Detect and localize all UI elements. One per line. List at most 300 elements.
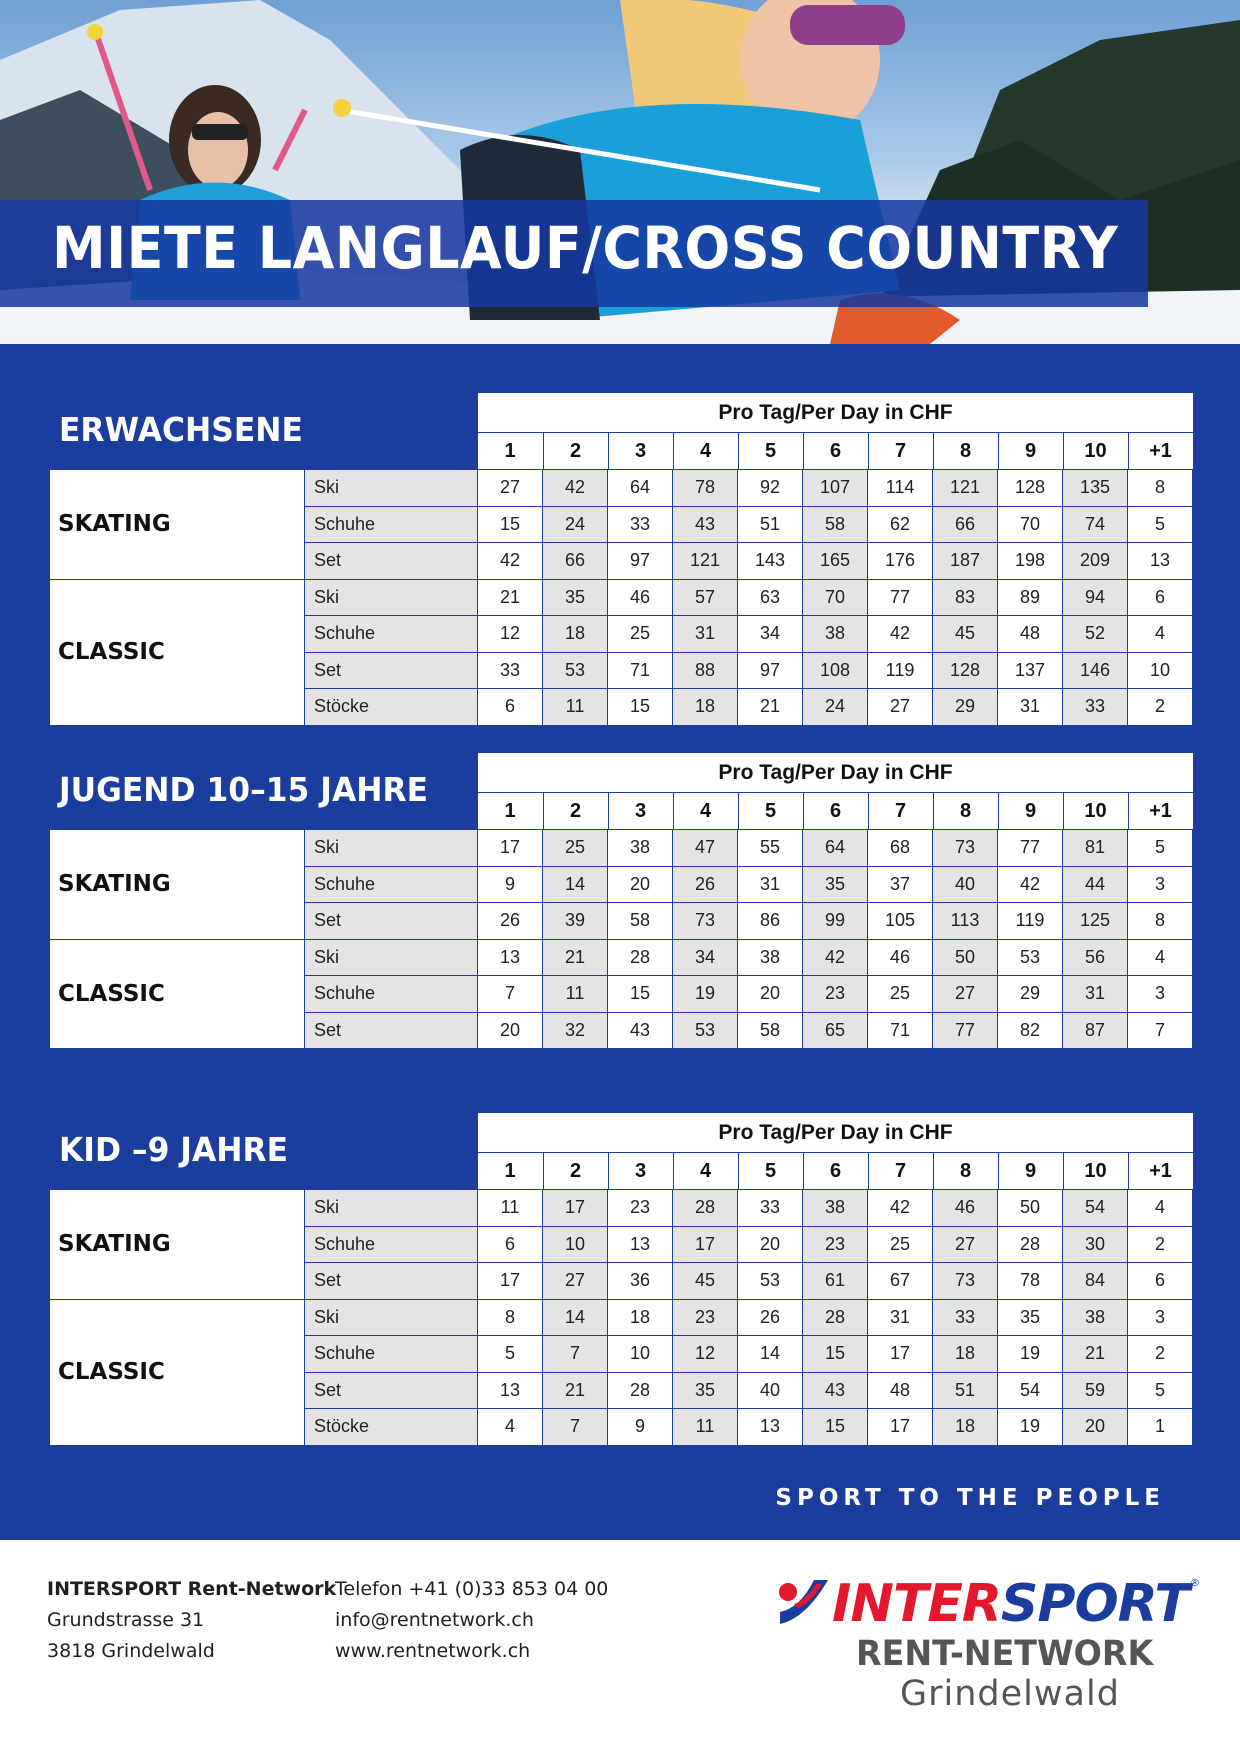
price-cell: 50 [998,1190,1062,1226]
item-label: Schuhe [305,1336,477,1372]
price-cell: 137 [998,653,1062,689]
group-label: SKATING [50,830,304,939]
price-cell: 70 [998,507,1062,543]
price-cell: 43 [673,507,737,543]
item-label: Set [305,1013,477,1049]
price-cell: 14 [543,1300,607,1336]
price-cell: 121 [673,543,737,579]
price-cell: 21 [738,689,802,725]
price-cell: 73 [673,903,737,939]
price-cell: 4 [1128,940,1192,976]
price-cell: 48 [868,1373,932,1409]
day-column-header: 8 [933,1153,997,1189]
price-cell: 2 [1128,1227,1192,1263]
price-cell: 15 [803,1409,867,1445]
price-cell: 33 [933,1300,997,1336]
price-cell: 15 [803,1336,867,1372]
price-cell: 33 [1063,689,1127,725]
email-link[interactable]: info@rentnetwork.ch [335,1609,534,1631]
day-column-header: 9 [998,793,1062,829]
price-cell: 9 [478,867,542,903]
price-table-body [50,1190,1193,1445]
price-cell: 17 [543,1190,607,1226]
price-header-title: Pro Tag/Per Day in CHF [718,401,953,424]
price-cell: 8 [1128,903,1192,939]
day-column-header: 5 [738,433,802,469]
price-cell: 20 [478,1013,542,1049]
day-column-header: 4 [673,433,737,469]
price-cell: 17 [478,830,542,866]
price-cell: 23 [803,976,867,1012]
day-column-header: 5 [738,793,802,829]
price-cell: 6 [478,1227,542,1263]
price-cell: 94 [1063,580,1127,616]
price-cell: 67 [868,1263,932,1299]
day-column-header: 5 [738,1153,802,1189]
price-cell: 62 [868,507,932,543]
price-cell: 53 [738,1263,802,1299]
price-cell: 14 [543,867,607,903]
section-title: JUGEND 10–15 JAHRE [59,770,429,809]
intersport-logo [776,1574,1200,1714]
price-cell: 58 [608,903,672,939]
price-cell: 39 [543,903,607,939]
price-cell: 4 [1128,616,1192,652]
price-cell: 209 [1063,543,1127,579]
price-cell: 114 [868,470,932,506]
price-cell: 63 [738,580,802,616]
price-cell: 12 [673,1336,737,1372]
day-column-header: 10 [1063,433,1127,469]
day-column-header: 3 [608,1153,672,1189]
price-cell: 35 [803,867,867,903]
price-cell: 68 [868,830,932,866]
price-cell: 42 [543,470,607,506]
day-column-header: 6 [803,1153,867,1189]
price-cell: 53 [543,653,607,689]
group-label: SKATING [50,470,304,579]
price-cell: 81 [1063,830,1127,866]
price-cell: 2 [1128,1336,1192,1372]
price-cell: 8 [478,1300,542,1336]
price-cell: 135 [1063,470,1127,506]
price-cell: 84 [1063,1263,1127,1299]
price-cell: 33 [738,1190,802,1226]
day-column-header: +1 [1128,1153,1192,1189]
price-cell: 27 [478,470,542,506]
group-label: SKATING [50,1190,304,1299]
price-cell: 38 [608,830,672,866]
price-cell: 38 [803,1190,867,1226]
price-cell: 18 [933,1336,997,1372]
price-cell: 48 [998,616,1062,652]
logo-word-red: INTER [832,1574,1001,1634]
price-cell: 23 [608,1190,672,1226]
price-cell: 5 [478,1336,542,1372]
price-cell: 15 [478,507,542,543]
registered-mark: ® [1190,1578,1200,1589]
price-cell: 125 [1063,903,1127,939]
price-cell: 46 [933,1190,997,1226]
price-cell: 17 [478,1263,542,1299]
price-cell: 45 [673,1263,737,1299]
price-cell: 27 [933,1227,997,1263]
page-title: MIETE LANGLAUF/CROSS COUNTRY [52,214,1119,282]
price-cell: 7 [543,1336,607,1372]
contact-block [335,1574,608,1667]
price-header [478,393,1193,469]
price-cell: 113 [933,903,997,939]
price-cell: 97 [608,543,672,579]
price-cell: 23 [673,1300,737,1336]
price-cell: 19 [673,976,737,1012]
price-cell: 5 [1128,830,1192,866]
day-column-header: 1 [478,1153,542,1189]
street: Grundstrasse 31 [47,1609,205,1631]
price-cell: 38 [1063,1300,1127,1336]
day-column-header: 7 [868,793,932,829]
price-cell: 24 [803,689,867,725]
price-cell: 28 [803,1300,867,1336]
section-title: ERWACHSENE [59,410,303,449]
price-cell: 10 [1128,653,1192,689]
price-cell: 18 [543,616,607,652]
item-label: Stöcke [305,689,477,725]
item-label: Schuhe [305,867,477,903]
price-cell: 18 [673,689,737,725]
item-label: Set [305,1263,477,1299]
price-cell: 46 [868,940,932,976]
price-cell: 34 [738,616,802,652]
price-cell: 21 [1063,1336,1127,1372]
price-cell: 53 [673,1013,737,1049]
price-cell: 26 [673,867,737,903]
logo-swoosh-icon [776,1578,830,1628]
price-cell: 25 [868,1227,932,1263]
price-cell: 20 [1063,1409,1127,1445]
day-column-header: 9 [998,433,1062,469]
price-cell: 47 [673,830,737,866]
price-cell: 31 [868,1300,932,1336]
day-column-header: 2 [543,1153,607,1189]
day-column-header: 4 [673,793,737,829]
price-cell: 5 [1128,1373,1192,1409]
price-cell: 18 [933,1409,997,1445]
price-cell: 77 [868,580,932,616]
price-cell: 165 [803,543,867,579]
price-cell: 7 [1128,1013,1192,1049]
price-cell: 2 [1128,689,1192,725]
price-cell: 3 [1128,1300,1192,1336]
item-label: Ski [305,830,477,866]
price-cell: 11 [543,976,607,1012]
logo-subtitle: RENT-NETWORK [856,1634,1154,1674]
day-column-header: 4 [673,1153,737,1189]
day-column-header: 3 [608,793,672,829]
price-cell: 15 [608,976,672,1012]
day-column-header: 6 [803,793,867,829]
hero-photo [0,0,1240,344]
price-table-body [50,470,1193,725]
price-cell: 40 [933,867,997,903]
price-cell: 35 [543,580,607,616]
price-cell: 14 [738,1336,802,1372]
price-cell: 37 [868,867,932,903]
day-column-header: 2 [543,433,607,469]
price-cell: 78 [673,470,737,506]
price-cell: 28 [608,940,672,976]
price-cell: 25 [868,976,932,1012]
price-cell: 128 [998,470,1062,506]
price-cell: 35 [673,1373,737,1409]
item-label: Set [305,903,477,939]
price-header-title: Pro Tag/Per Day in CHF [718,1121,953,1144]
price-cell: 64 [608,470,672,506]
price-table-body [50,830,1193,1048]
price-cell: 42 [868,1190,932,1226]
price-cell: 4 [478,1409,542,1445]
price-cell: 128 [933,653,997,689]
day-column-header: 1 [478,793,542,829]
phone: Telefon +41 (0)33 853 04 00 [335,1578,609,1600]
price-cell: 143 [738,543,802,579]
price-cell: 71 [608,653,672,689]
price-cell: 21 [478,580,542,616]
price-header-title: Pro Tag/Per Day in CHF [718,761,953,784]
price-cell: 54 [1063,1190,1127,1226]
price-cell: 15 [608,689,672,725]
price-cell: 13 [1128,543,1192,579]
price-cell: 51 [738,507,802,543]
price-cell: 6 [1128,580,1192,616]
website-link[interactable]: www.rentnetwork.ch [335,1640,531,1662]
group-label: CLASSIC [50,1300,304,1445]
day-column-header: +1 [1128,433,1192,469]
price-cell: 99 [803,903,867,939]
price-cell: 82 [998,1013,1062,1049]
price-cell: 18 [608,1300,672,1336]
slogan: SPORT TO THE PEOPLE [775,1485,1165,1511]
price-cell: 119 [868,653,932,689]
price-cell: 36 [608,1263,672,1299]
price-cell: 28 [673,1190,737,1226]
item-label: Ski [305,1300,477,1336]
price-cell: 12 [478,616,542,652]
price-cell: 66 [543,543,607,579]
day-column-header: 2 [543,793,607,829]
city: 3818 Grindelwald [47,1640,215,1662]
day-column-header: 9 [998,1153,1062,1189]
day-column-header: 7 [868,1153,932,1189]
price-cell: 27 [543,1263,607,1299]
price-cell: 23 [803,1227,867,1263]
day-column-header: 10 [1063,793,1127,829]
price-cell: 13 [478,1373,542,1409]
price-cell: 8 [1128,470,1192,506]
item-label: Stöcke [305,1409,477,1445]
price-cell: 108 [803,653,867,689]
day-column-header: 6 [803,433,867,469]
price-cell: 92 [738,470,802,506]
price-cell: 77 [933,1013,997,1049]
price-cell: 34 [673,940,737,976]
price-cell: 176 [868,543,932,579]
price-cell: 44 [1063,867,1127,903]
price-cell: 66 [933,507,997,543]
price-cell: 25 [543,830,607,866]
price-cell: 31 [998,689,1062,725]
price-cell: 46 [608,580,672,616]
price-cell: 50 [933,940,997,976]
price-cell: 35 [998,1300,1062,1336]
price-cell: 29 [933,689,997,725]
price-cell: 78 [998,1263,1062,1299]
item-label: Schuhe [305,507,477,543]
price-cell: 65 [803,1013,867,1049]
price-cell: 64 [803,830,867,866]
price-cell: 26 [478,903,542,939]
price-cell: 29 [998,976,1062,1012]
price-cell: 58 [738,1013,802,1049]
price-cell: 45 [933,616,997,652]
price-cell: 52 [1063,616,1127,652]
price-cell: 26 [738,1300,802,1336]
price-cell: 51 [933,1373,997,1409]
company-name: INTERSPORT Rent-Network [47,1578,337,1600]
price-cell: 11 [478,1190,542,1226]
price-cell: 28 [608,1373,672,1409]
price-cell: 28 [998,1227,1062,1263]
price-cell: 97 [738,653,802,689]
price-cell: 10 [608,1336,672,1372]
day-column-header: 8 [933,793,997,829]
price-cell: 105 [868,903,932,939]
item-label: Schuhe [305,1227,477,1263]
price-cell: 61 [803,1263,867,1299]
price-cell: 38 [738,940,802,976]
price-cell: 119 [998,903,1062,939]
price-cell: 55 [738,830,802,866]
day-column-header: 7 [868,433,932,469]
price-header [478,1113,1193,1189]
price-cell: 3 [1128,976,1192,1012]
item-label: Ski [305,580,477,616]
price-cell: 20 [738,976,802,1012]
item-label: Set [305,653,477,689]
price-cell: 40 [738,1373,802,1409]
price-cell: 57 [673,580,737,616]
item-label: Ski [305,470,477,506]
price-cell: 42 [478,543,542,579]
price-cell: 17 [673,1227,737,1263]
price-cell: 20 [738,1227,802,1263]
day-column-header: 10 [1063,1153,1127,1189]
price-cell: 13 [608,1227,672,1263]
item-label: Set [305,1373,477,1409]
price-cell: 83 [933,580,997,616]
day-column-header: 3 [608,433,672,469]
price-cell: 25 [608,616,672,652]
price-header [478,753,1193,829]
price-cell: 33 [478,653,542,689]
day-column-header: 8 [933,433,997,469]
item-label: Schuhe [305,616,477,652]
price-cell: 1 [1128,1409,1192,1445]
item-label: Ski [305,1190,477,1226]
price-cell: 4 [1128,1190,1192,1226]
group-label: CLASSIC [50,940,304,1049]
item-label: Set [305,543,477,579]
price-cell: 86 [738,903,802,939]
price-cell: 73 [933,830,997,866]
price-cell: 43 [803,1373,867,1409]
price-cell: 43 [608,1013,672,1049]
price-cell: 56 [1063,940,1127,976]
price-cell: 58 [803,507,867,543]
price-cell: 30 [1063,1227,1127,1263]
group-label: CLASSIC [50,580,304,725]
price-cell: 27 [933,976,997,1012]
price-cell: 42 [998,867,1062,903]
price-cell: 198 [998,543,1062,579]
price-cell: 7 [478,976,542,1012]
price-cell: 54 [998,1373,1062,1409]
logo-wordmark [832,1574,1189,1634]
price-cell: 6 [478,689,542,725]
price-cell: 31 [738,867,802,903]
price-cell: 59 [1063,1373,1127,1409]
price-cell: 5 [1128,507,1192,543]
item-label: Ski [305,940,477,976]
address-block [47,1574,336,1667]
price-cell: 42 [803,940,867,976]
section-title: KID –9 JAHRE [59,1130,289,1169]
price-cell: 53 [998,940,1062,976]
day-column-header: +1 [1128,793,1192,829]
price-cell: 146 [1063,653,1127,689]
price-cell: 89 [998,580,1062,616]
price-cell: 87 [1063,1013,1127,1049]
price-cell: 107 [803,470,867,506]
price-cell: 19 [998,1409,1062,1445]
price-cell: 7 [543,1409,607,1445]
logo-word-blue: SPORT [1000,1574,1189,1634]
price-cell: 70 [803,580,867,616]
price-cell: 17 [868,1336,932,1372]
day-column-header: 1 [478,433,542,469]
price-cell: 11 [673,1409,737,1445]
price-cell: 33 [608,507,672,543]
logo-location: Grindelwald [900,1674,1120,1714]
price-cell: 24 [543,507,607,543]
price-cell: 11 [543,689,607,725]
price-cell: 74 [1063,507,1127,543]
price-cell: 17 [868,1409,932,1445]
price-cell: 9 [608,1409,672,1445]
price-cell: 13 [738,1409,802,1445]
price-cell: 3 [1128,867,1192,903]
price-cell: 21 [543,940,607,976]
price-cell: 32 [543,1013,607,1049]
price-cell: 20 [608,867,672,903]
price-cell: 42 [868,616,932,652]
price-cell: 27 [868,689,932,725]
price-cell: 21 [543,1373,607,1409]
price-cell: 31 [1063,976,1127,1012]
price-cell: 13 [478,940,542,976]
price-cell: 187 [933,543,997,579]
price-cell: 88 [673,653,737,689]
